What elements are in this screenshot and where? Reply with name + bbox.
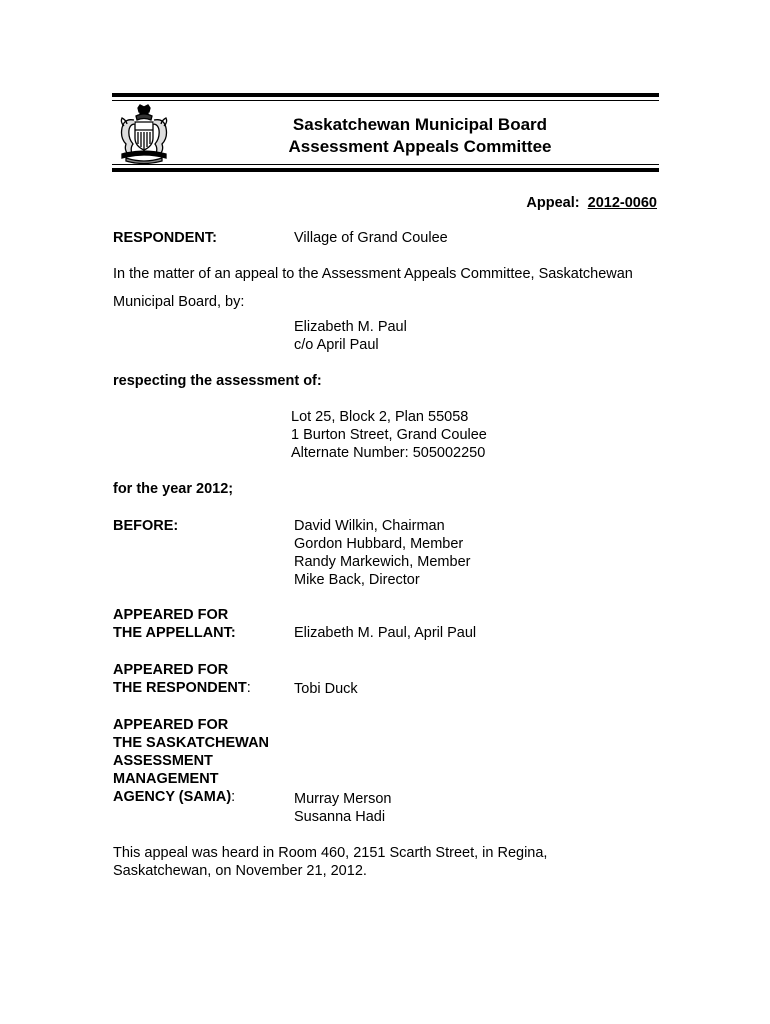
appeared-appellant-label-line-2: THE APPELLANT: [113, 625, 236, 641]
assessment-alt-number: Alternate Number: 505002250 [291, 445, 486, 461]
matter-line-2: Municipal Board, by: [113, 294, 245, 310]
appeared-respondent-label-colon: : [246, 680, 251, 696]
appeared-respondent-label-line-2: THE RESPONDENT [113, 680, 247, 696]
appeared-respondent-value: Tobi Duck [294, 681, 358, 697]
assessment-address: 1 Burton Street, Grand Coulee [291, 427, 487, 443]
member-3: Randy Markewich, Member [294, 554, 471, 570]
title-line-2: Assessment Appeals Committee [288, 137, 552, 156]
title-line-1: Saskatchewan Municipal Board [292, 115, 548, 134]
respondent-value: Village of Grand Coulee [294, 230, 448, 246]
header-bottom-rule-thin [112, 164, 659, 165]
matter-line-1: In the matter of an appeal to the Assessment Appeals Committee, Saskatchewan [113, 266, 633, 282]
coat-of-arms-icon [116, 104, 172, 164]
year-statement: for the year 2012; [113, 481, 234, 497]
appeared-sama-label-line-1: APPEARED FOR [113, 717, 229, 733]
hearing-line-1: This appeal was heard in Room 460, 2151 Scarth Street, in Regina, [113, 845, 548, 861]
appeared-sama-label [113, 716, 269, 806]
appeal-number [526, 194, 657, 212]
member-2: Gordon Hubbard, Member [294, 536, 464, 552]
appeared-respondent-label [113, 661, 251, 697]
appeal-label: Appeal: [526, 195, 580, 211]
appeared-appellant-label-line-1: APPEARED FOR [113, 607, 229, 623]
respondent-label: RESPONDENT: [113, 230, 217, 246]
sama-representative-2: Susanna Hadi [294, 809, 386, 825]
page-title [200, 114, 640, 158]
hearing-line-2: Saskatchewan, on November 21, 2012. [113, 863, 367, 879]
member-4: Mike Back, Director [294, 572, 420, 588]
assessment-lot: Lot 25, Block 2, Plan 55058 [291, 409, 469, 425]
appeared-sama-label-line-3: ASSESSMENT [113, 753, 213, 769]
appeal-number-value: 2012-0060 [587, 195, 657, 211]
header-top-rule-thick [112, 93, 659, 97]
appeared-sama-label-line-4: MANAGEMENT [113, 771, 219, 787]
appeared-respondent-label-line-1: APPEARED FOR [113, 662, 229, 678]
assessment-label: respecting the assessment of: [113, 373, 322, 389]
appeared-sama-label-line-2: THE SASKATCHEWAN [113, 735, 270, 751]
header-top-rule-thin [112, 100, 659, 101]
header-bottom-rule-thick [112, 168, 659, 172]
appeared-appellant-label [113, 606, 236, 642]
appeared-appellant-value: Elizabeth M. Paul, April Paul [294, 625, 477, 641]
sama-representative-1: Murray Merson [294, 791, 392, 807]
appeared-sama-label-line-5: AGENCY (SAMA) [113, 789, 232, 805]
before-label: BEFORE: [113, 518, 179, 534]
appeared-sama-label-colon: : [231, 789, 236, 805]
member-1: David Wilkin, Chairman [294, 518, 445, 534]
appellant-care-of: c/o April Paul [294, 337, 379, 353]
appellant-name: Elizabeth M. Paul [294, 319, 407, 335]
